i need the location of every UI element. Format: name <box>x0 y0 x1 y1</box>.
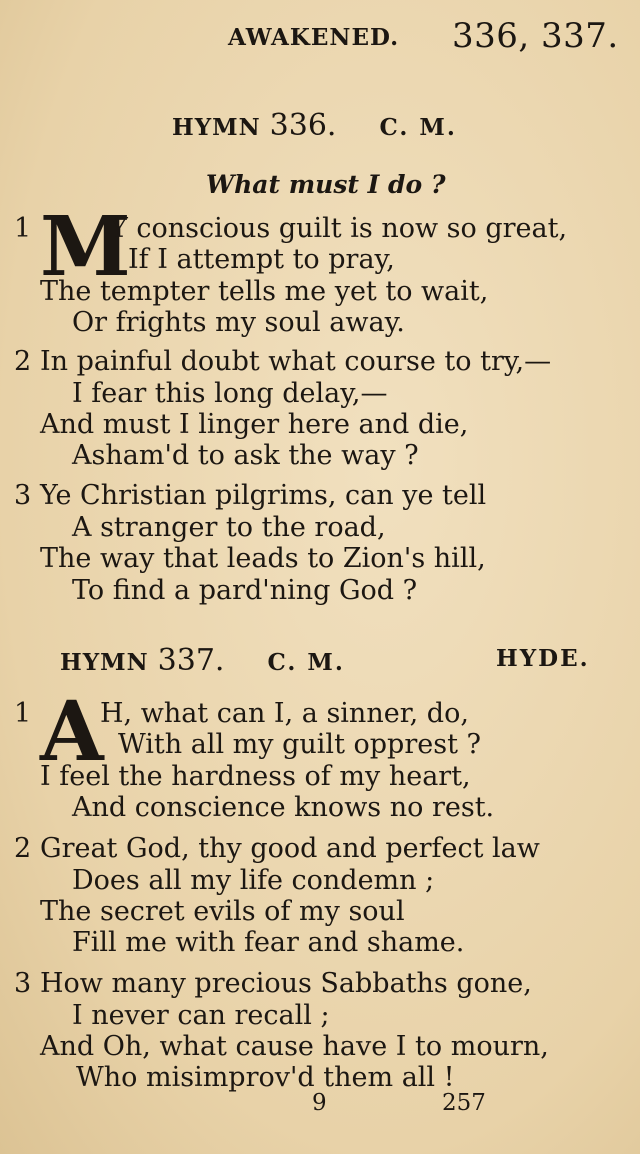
verse-line: Or frights my soul away. <box>72 307 405 338</box>
verse-line: The secret evils of my soul <box>40 896 405 927</box>
page-numbers: 336, 337. <box>452 16 619 56</box>
page-number: 257 <box>442 1090 486 1116</box>
verse-number: 2 <box>14 346 32 377</box>
verse-line: I fear this long delay,— <box>72 378 388 409</box>
verse-line: With all my guilt opprest ? <box>118 729 481 760</box>
verse-number: 1 <box>14 698 32 729</box>
running-title: AWAKENED. <box>228 24 400 51</box>
verse-number: 1 <box>14 213 32 244</box>
verse-line: I never can recall ; <box>72 1000 330 1031</box>
tune-name: HYDE. <box>496 645 590 672</box>
verse-number: 3 <box>14 968 32 999</box>
verse-line: Great God, thy good and perfect law <box>40 833 540 864</box>
verse-number: 2 <box>14 833 32 864</box>
hymn-meter: C. M. <box>379 114 457 141</box>
signature-mark: 9 <box>312 1090 327 1116</box>
verse-line: Does all my life condemn ; <box>72 865 435 896</box>
hymn-subtitle: What must I do ? <box>206 170 446 199</box>
hymn-number: 336. <box>269 108 337 143</box>
hymn-number: 337. <box>157 643 225 678</box>
hymn-meter: C. M. <box>267 649 345 676</box>
verse-line: Fill me with fear and shame. <box>72 927 465 958</box>
verse-line: I feel the hardness of my heart, <box>40 761 471 792</box>
verse-line: Asham'd to ask the way ? <box>72 440 419 471</box>
drop-cap: A <box>40 684 104 780</box>
verse-line: The way that leads to Zion's hill, <box>40 543 486 574</box>
verse-line: Who misimprov'd them all ! <box>76 1062 455 1093</box>
verse-line: And must I linger here and die, <box>40 409 469 440</box>
verse-line: H, what can I, a sinner, do, <box>100 698 469 729</box>
verse-number: 3 <box>14 480 32 511</box>
verse-line: To find a pard'ning God ? <box>72 575 418 606</box>
verse-line: If I attempt to pray, <box>128 244 395 275</box>
verse-line: And conscience knows no rest. <box>72 792 495 823</box>
verse-line: And Oh, what cause have I to mourn, <box>40 1031 549 1062</box>
hymn-337-heading <box>60 643 345 678</box>
verse-line: Ye Christian pilgrims, can ye tell <box>40 480 487 511</box>
hymn-label: HYMN <box>60 649 149 676</box>
drop-cap: M <box>40 199 131 295</box>
verse-line: How many precious Sabbaths gone, <box>40 968 532 999</box>
hymn-label: HYMN <box>172 114 261 141</box>
verse-line: Y conscious guilt is now so great, <box>110 213 568 244</box>
verse-line: A stranger to the road, <box>72 512 386 543</box>
hymn-336-heading <box>172 108 457 143</box>
verse-line: In painful doubt what course to try,— <box>40 346 552 377</box>
verse-line: The tempter tells me yet to wait, <box>40 276 489 307</box>
